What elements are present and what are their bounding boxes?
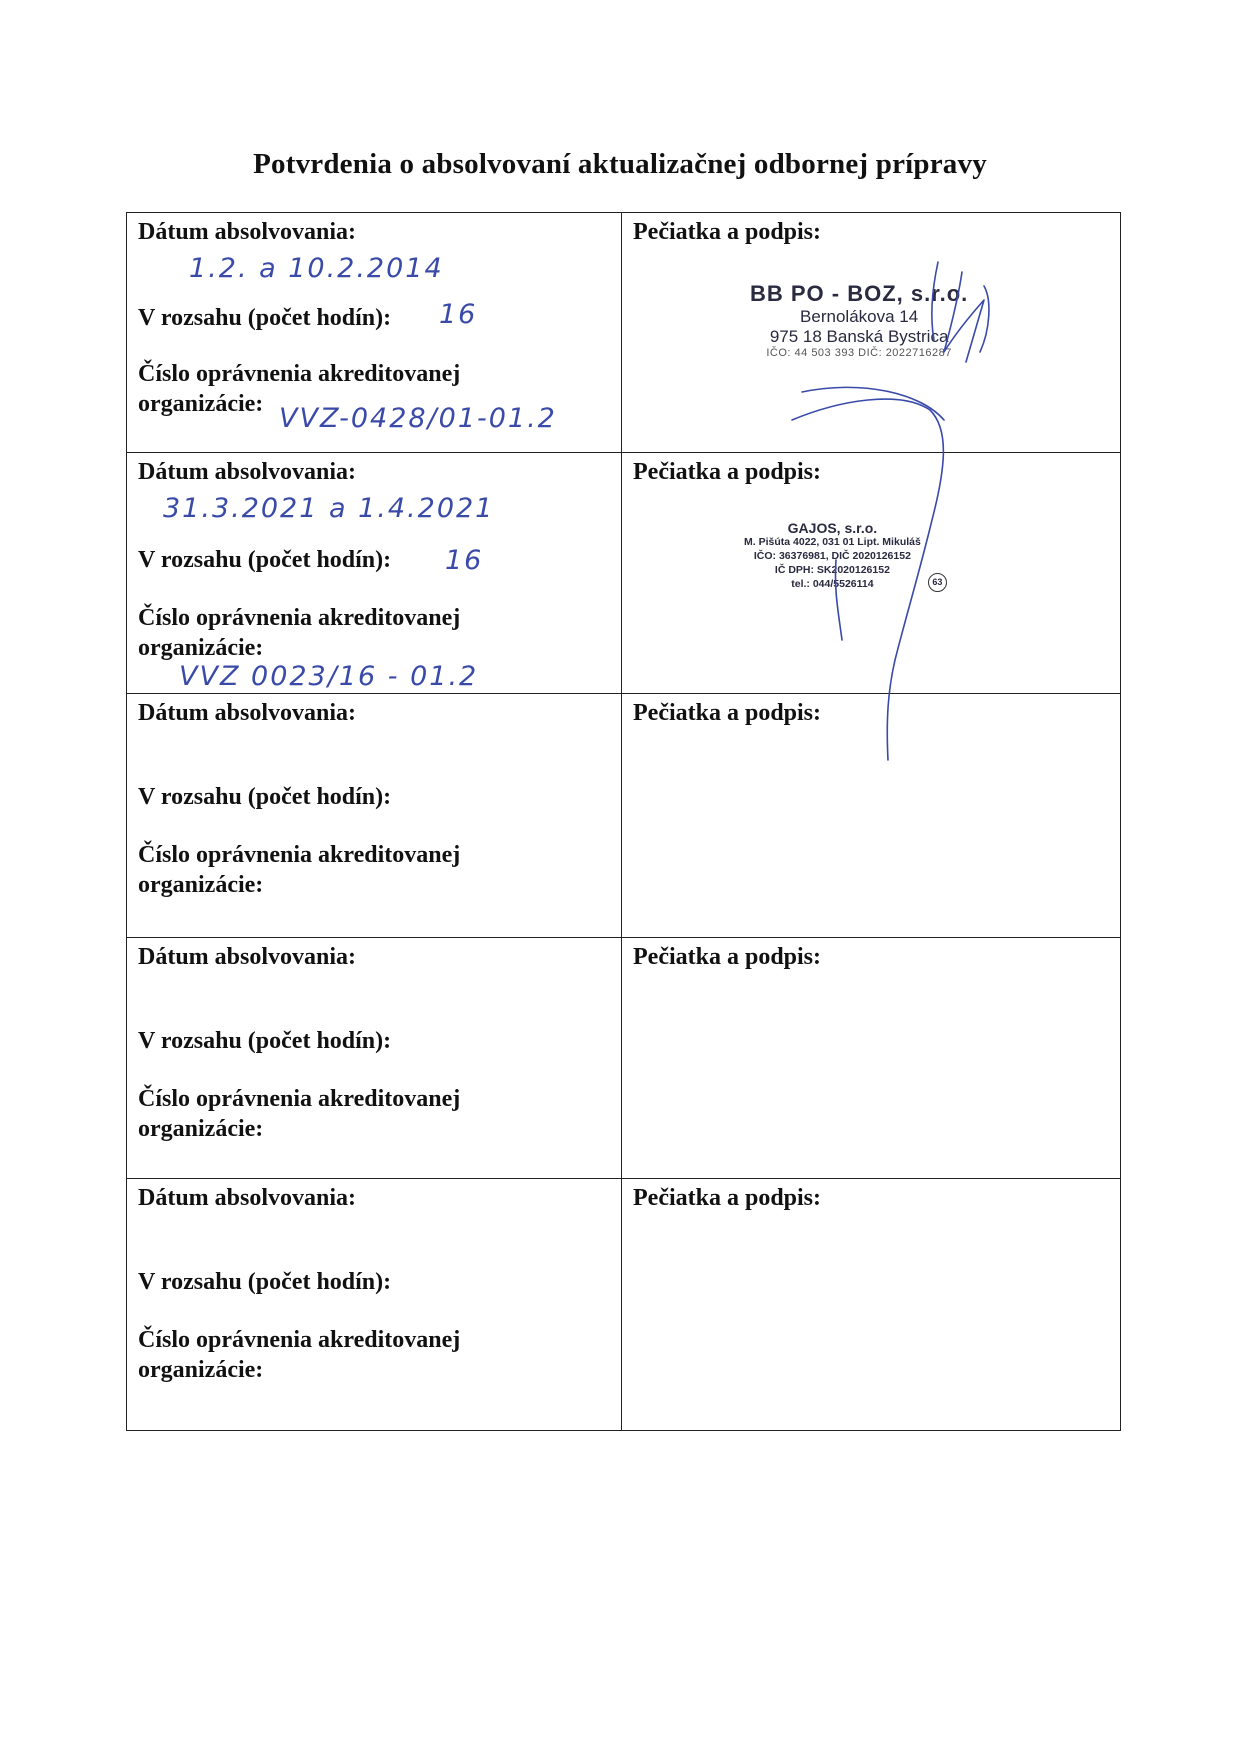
- stamp-signature-cell: [622, 694, 1121, 938]
- record-details-cell: [127, 1179, 622, 1431]
- record-row: [127, 1179, 1121, 1431]
- date-value[interactable]: 1.2. a 10.2.2014: [189, 253, 444, 284]
- permit-label-cont: organizácie:: [138, 391, 264, 417]
- hours-label: V rozsahu (počet hodín):: [138, 1028, 392, 1054]
- date-label: Dátum absolvovania:: [138, 944, 357, 970]
- record-details-cell: [127, 694, 622, 938]
- stamp-company-name: BB PO - BOZ, s.r.o.: [750, 281, 969, 306]
- stamp-label: Pečiatka a podpis:: [633, 459, 822, 485]
- stamp-street: Bernolákova 14: [800, 307, 919, 326]
- company-stamp: [750, 281, 968, 359]
- stamp-number-badge: 63: [928, 573, 947, 592]
- stamp-label: Pečiatka a podpis:: [633, 219, 822, 245]
- record-row: [127, 213, 1121, 453]
- permit-value[interactable]: VVZ-0428/01-01.2: [279, 403, 557, 434]
- permit-value[interactable]: VVZ 0023/16 - 01.2: [179, 661, 479, 692]
- record-details-cell: [127, 213, 622, 453]
- hours-label: V rozsahu (počet hodín):: [138, 547, 392, 573]
- permit-label: Číslo oprávnenia akreditovanej: [138, 605, 461, 631]
- date-label: Dátum absolvovania:: [138, 219, 357, 245]
- stamp-ids: IČO: 36376981, DIČ 2020126152: [753, 550, 911, 562]
- permit-label-cont: organizácie:: [138, 1116, 264, 1142]
- stamp-label: Pečiatka a podpis:: [633, 944, 822, 970]
- stamp-city: 975 18 Banská Bystrica: [769, 327, 949, 346]
- hours-label: V rozsahu (počet hodín):: [138, 784, 392, 810]
- date-label: Dátum absolvovania:: [138, 459, 357, 485]
- permit-label: Číslo oprávnenia akreditovanej: [138, 361, 461, 387]
- stamp-label: Pečiatka a podpis:: [633, 1185, 822, 1211]
- record-row: [127, 938, 1121, 1179]
- stamp-company-name: GAJOS, s.r.o.: [787, 520, 878, 536]
- stamp-street: M. Pišúta 4022, 031 01 Lipt. Mikuláš: [744, 536, 921, 548]
- hours-label: V rozsahu (počet hodín):: [138, 305, 392, 331]
- permit-label: Číslo oprávnenia akreditovanej: [138, 842, 461, 868]
- record-row: [127, 453, 1121, 694]
- confirmation-table: [126, 212, 1121, 1431]
- stamp-phone: tel.: 044/5526114: [791, 578, 874, 590]
- date-value[interactable]: 31.3.2021 a 1.4.2021: [163, 493, 495, 524]
- date-label: Dátum absolvovania:: [138, 700, 357, 726]
- permit-label: Číslo oprávnenia akreditovanej: [138, 1086, 461, 1112]
- permit-label-cont: organizácie:: [138, 872, 264, 898]
- hours-label: V rozsahu (počet hodín):: [138, 1269, 392, 1295]
- record-row: [127, 694, 1121, 938]
- company-stamp: [744, 520, 943, 591]
- stamp-signature-cell: [622, 938, 1121, 1179]
- stamp-ids: IČO: 44 503 393 DIČ: 2022716287: [766, 347, 952, 359]
- hours-value[interactable]: 16: [439, 299, 478, 330]
- permit-label-cont: organizácie:: [138, 635, 264, 661]
- permit-label: Číslo oprávnenia akreditovanej: [138, 1327, 461, 1353]
- record-details-cell: [127, 938, 622, 1179]
- date-label: Dátum absolvovania:: [138, 1185, 357, 1211]
- hours-value[interactable]: 16: [445, 545, 484, 576]
- stamp-signature-cell: [622, 1179, 1121, 1431]
- stamp-signature-cell: [622, 213, 1121, 453]
- record-details-cell: [127, 453, 622, 694]
- page-title: Potvrdenia o absolvovaní aktualizačnej odbornej prípravy: [253, 148, 987, 180]
- stamp-label: Pečiatka a podpis:: [633, 700, 822, 726]
- permit-label-cont: organizácie:: [138, 1357, 264, 1383]
- stamp-signature-cell: [622, 453, 1121, 694]
- stamp-vat: IČ DPH: SK2020126152: [774, 564, 890, 576]
